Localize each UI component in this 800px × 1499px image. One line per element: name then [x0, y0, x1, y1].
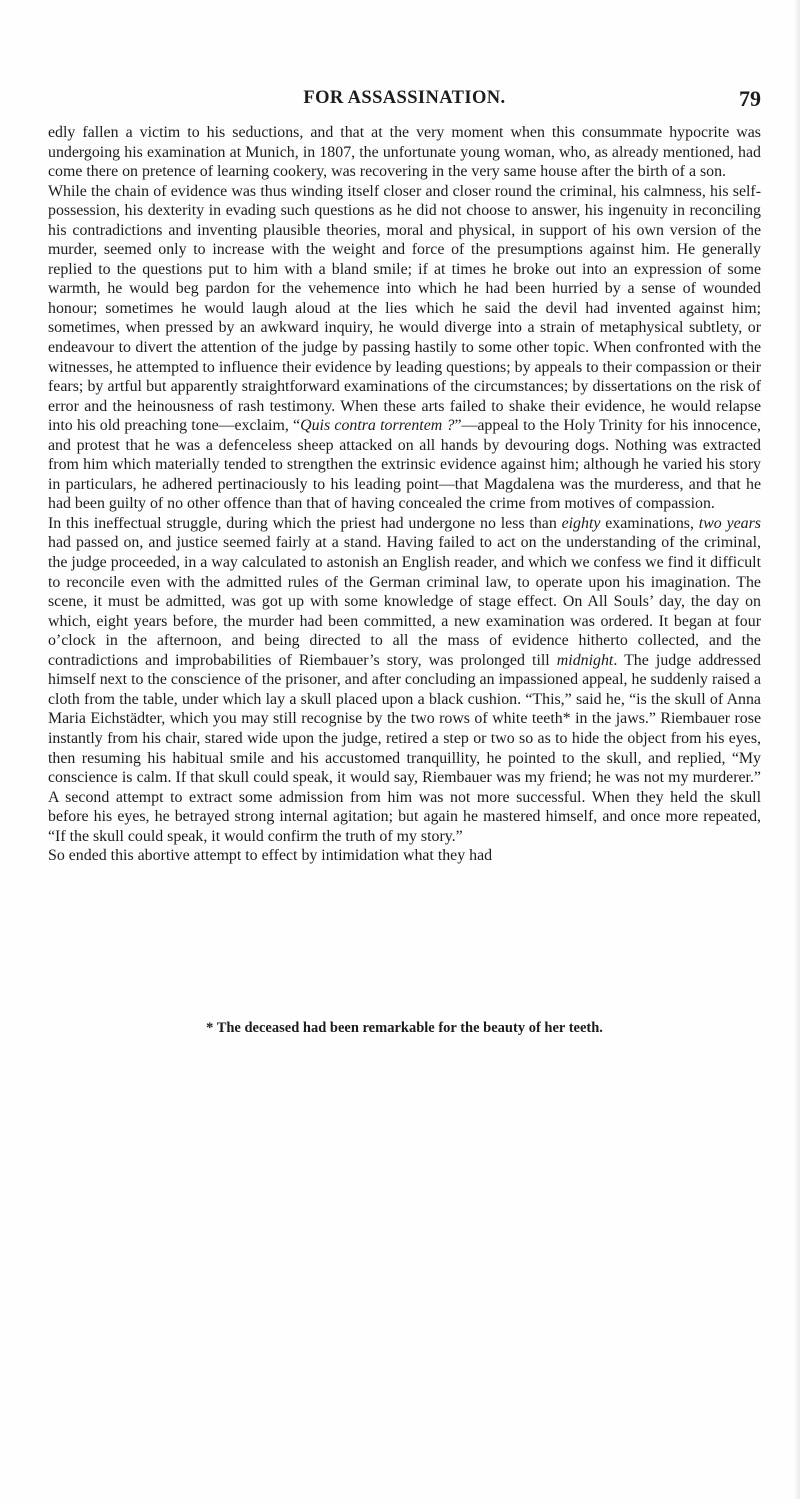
page-header: [48, 86, 761, 116]
paragraph-3-text-a: In this ineffectual struggle, during which the priest had undergone no less than: [48, 514, 562, 532]
emphasis-two-years: two years: [698, 514, 761, 532]
paragraph-2-text-b: ”—appeal to the Holy Trinity for his innocence, and protest that he was a defenceless sheep attacked on all hands by devouring dogs. Nothing was extracted from him which materially tended to strengthen the extrinsic evidence against him; although he varied his story in particulars, he adhered pertinaciously to his leading point—that Magdalena was the murderess, and that he had been guilty of no other offence than that of having concealed the crime from motives of compassion.: [48, 417, 761, 513]
paragraph-3-text-c: had passed on, and justice seemed fairly at a stand. Having failed to act on the understanding of the criminal, the judge proceeded, in a way calculated to astonish an English reader, and which we confess we find it difficult to reconcile even with the admitted rules of the German criminal law, to operate upon his imagination. The scene, it must be admitted, was got up with some knowledge of stage effect. On All Souls’ day, the day on which, eight years before, the murder had been committed, a new examination was ordered. It began at four o’clock in the afternoon, and being directed to all the mass of evidence hitherto collected, and the contradictions and improbabilities of Riembauer’s story, was prolonged till: [48, 534, 761, 669]
paragraph-4: [48, 846, 761, 866]
paragraph-2-text-a: While the chain of evidence was thus winding itself closer and closer round the criminal, his calmness, his self-possession, his dexterity in evading such questions as he did not choose to answer, his ingenuity in reconciling his contradictions and inventing plausible theories, moral and physical, in support of his own version of the murder, seemed only to increase with the weight and force of the presumptions against him. He generally replied to the questions put to him with a bland smile; if at times he broke out into an expression of some warmth, he would beg pardon for the vehemence into which he had been hurried by a sense of wounded honour; sometimes he would laugh aloud at the lies which he said the devil had invented against him; sometimes, when pressed by an awkward inquiry, he would diverge into a strain of metaphysical subtlety, or endeavour to divert the attention of the judge by passing hastily to some other topic. When confronted with the witnesses, he attempted to influence their evidence by leading questions; by appeals to their compassion or their fears; by artful but apparently straightforward examinations of the circumstances; by dissertations on the risk of error and the heinousness of rash testimony. When these arts failed to shake their evidence, he would relapse into his old preaching tone—exclaim, “: [48, 182, 761, 435]
paragraph-1-text: edly fallen a victim to his seductions, and that at the very moment when this consummate hypocrite was undergoing his examination at Munich, in 1807, the unfortunate young woman, who, as already mentioned, had come there on pretence of learning cookery, was recovering in the very same house after the birth of a son.: [48, 124, 761, 181]
latin-phrase: Quis contra torrentem ?: [300, 417, 455, 435]
paragraph-1: [48, 123, 761, 182]
paragraph-4-text: So ended this abortive attempt to effect by intimidation what they had: [48, 847, 493, 865]
emphasis-eighty: eighty: [561, 514, 601, 532]
page-edge-shadow: [794, 0, 800, 1499]
body-text: [48, 123, 761, 866]
emphasis-midnight: midnight: [556, 651, 614, 669]
page-number: 79: [739, 86, 761, 111]
paragraph-3-text-d: . The judge addressed himself next to the conscience of the prisoner, and after concluding an impassioned appeal, he suddenly raised a cloth from the table, under which lay a skull placed upon a black cushion. “This,” said he, “is the skull of Anna Maria Eichstädter, which you may still recognise by the two rows of white teeth* in the jaws.” Riembauer rose instantly from his chair, stared wide upon the judge, retired a step or two so as to hide the object from his eyes, then resuming his habitual smile and his accustomed tranquillity, he pointed to the skull, and replied, “My conscience is calm. If that skull could speak, it would say, Riembauer was my friend; he was not my murderer.” A second attempt to extract some admission from him was not more successful. When they held the skull before his eyes, he betrayed strong internal agitation; but again he mastered himself, and once more repeated, “If the skull could speak, it would confirm the truth of my story.”: [48, 651, 761, 845]
paragraph-3: [48, 514, 761, 846]
paragraph-2: [48, 182, 761, 514]
running-title: FOR ASSASSINATION.: [303, 88, 506, 108]
paragraph-3-text-b: examinations,: [600, 514, 699, 532]
footnote: * The deceased had been remarkable for the beauty of her teeth.: [206, 1020, 603, 1036]
